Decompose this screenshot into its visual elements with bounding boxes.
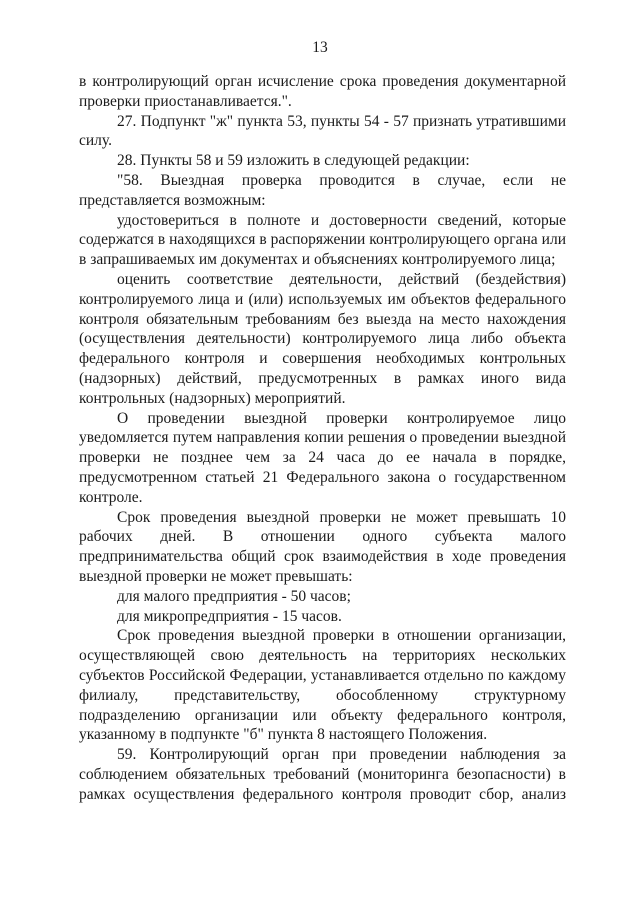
paragraph-notification: О проведении выездной проверки контролируемое лицо уведомляется путем направления копии решения о проведении выездной проверки не позднее чем за 24 часа до ее начала в порядке, предусмотренном статьей 21 Федерального закона о государственном контроле. [79,409,566,506]
paragraph-assess-compliance: оценить соответствие деятельности, действий (бездействия) контролируемого лица и (или) используемых им объектов федерального контроля обязательным требованиям без выезда на место нахождения (осуществления деятельности) контролируемого лица либо объекта федерального контроля и совершения необходимых контрольных (надзорных) действий, предусмотренных в рамках иного вида контрольных (надзорных) мероприятий. [79,270,566,407]
paragraph-item-59: 59. Контролирующий орган при проведении наблюдения за соблюдением обязательных требований (мониторинга безопасности) в рамках осуществления федерального контроля проводит сбор, анализ [79,746,566,803]
paragraph-continuation: в контролирующий орган исчисление срока проведения документарной проверки приостанавливается.". [79,73,566,110]
paragraph-duration-limit: Срок проведения выездной проверки не может превышать 10 рабочих дней. В отношении одного субъекта малого предпринимательства общий срок взаимодействия в ходе проведения выездной проверки не может превышать: [79,508,566,585]
page-number: 13 [312,39,328,56]
paragraph-verify-completeness: удостовериться в полноте и достоверности сведений, которые содержатся в находящихся в распоряжении контролирующего органа или в запрашиваемых им документах и объяснениях контролируемого лица; [79,211,566,269]
paragraph-item-58: "58. Выездная проверка проводится в случае, если не представляется возможным: [79,171,566,209]
paragraph-item-28: 28. Пункты 58 и 59 изложить в следующей редакции: [117,152,470,170]
document-body [79,72,566,804]
paragraph-micro-enterprise: для микропредприятия - 15 часов. [117,607,342,625]
paragraph-item-27: 27. Подпункт "ж" пункта 53, пункты 54 - 57 признать утратившими силу. [79,112,566,150]
paragraph-multi-region: Срок проведения выездной проверки в отношении организации, осуществляющей свою деятельность на территориях нескольких субъектов Российской Федерации, устанавливается отдельно по каждому филиалу, представительству, обособленному структурному подразделению организации или объекту федерального контроля, указанному в подпункте "б" пункта 8 настоящего Положения. [79,627,566,744]
paragraph-small-enterprise: для малого предприятия - 50 часов; [117,587,351,605]
